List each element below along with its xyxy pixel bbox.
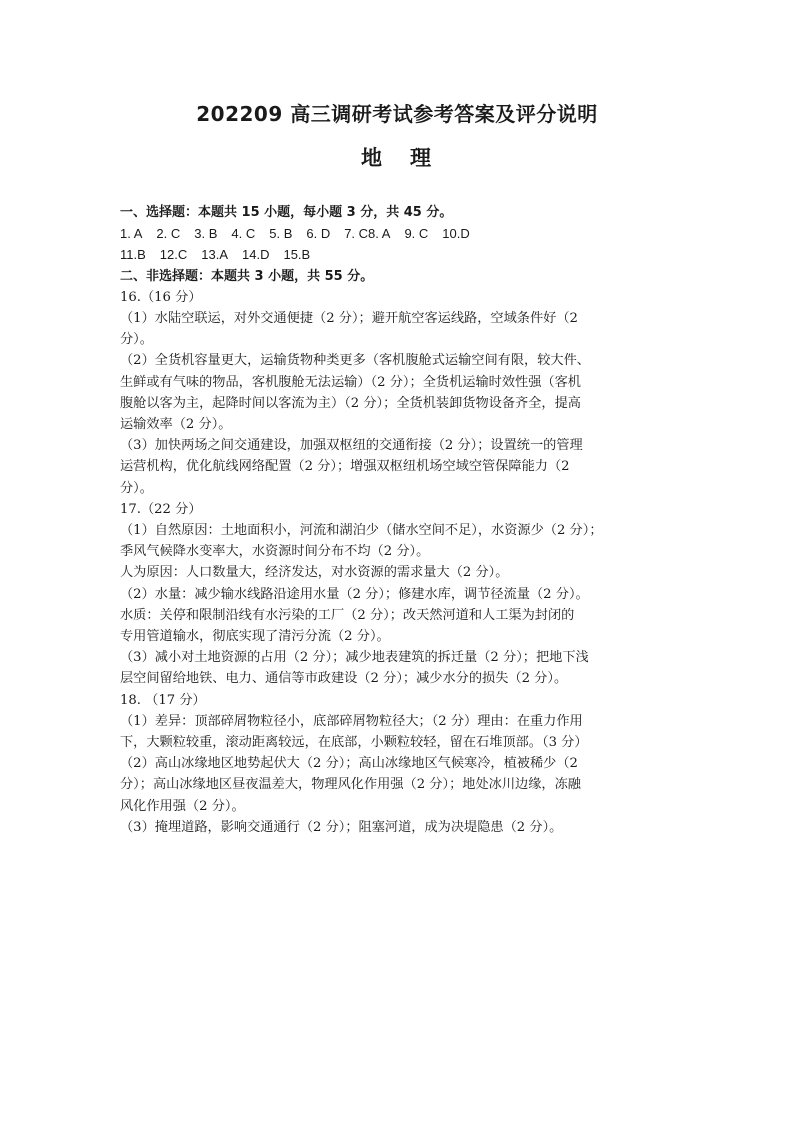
- section-2-heading: 二、非选择题：本题共 3 小题，共 55 分。: [120, 268, 374, 284]
- text-line: （1）差异：顶部碎屑物粒径小，底部碎屑物粒径大；（2 分）理由：在重力作用: [120, 713, 583, 729]
- text-line: 生鲜或有气味的物品，客机腹舱无法运输）（2 分）；全货机运输时效性强（客机: [120, 374, 581, 390]
- answer-item: 15.B: [283, 247, 311, 263]
- answers-row-1: [120, 223, 686, 244]
- answers-row-2: [120, 244, 686, 265]
- text-line: 分）。: [120, 332, 153, 348]
- text-line: 人为原因：人口数量大，经济发达，对水资源的需求量大（2 分）。: [120, 565, 509, 581]
- answer-item: 14.D: [242, 247, 270, 263]
- answer-item: 4. C: [231, 226, 256, 242]
- answer-item: 5. B: [269, 226, 293, 242]
- text-line: 层空间留给地铁、电力、通信等市政建设（2 分）；减少水分的损失（2 分）。: [120, 671, 568, 687]
- text-line: 18. （17 分）: [120, 692, 206, 708]
- text-line: 水质：关停和限制沿线有水污染的工厂（2 分）；改天然河道和人工渠为封闭的: [120, 607, 575, 623]
- text-line: 风化作用强（2 分）。: [120, 798, 245, 814]
- text-line: （1）水陆空联运，对外交通便捷（2 分）；避开航空客运线路，空域条件好（2: [120, 311, 578, 327]
- text-line: 腹舱以客为主，起降时间以客流为主）（2 分）；全货机装卸货物设备齐全，提高: [120, 395, 581, 411]
- text-line: （1）自然原因：土地面积小，河流和湖泊少（储水空间不足），水资源少（2 分）；: [120, 523, 603, 539]
- answer-item: 2. C: [156, 226, 181, 242]
- answer-item: 9. C: [404, 226, 429, 242]
- text-line: 季风气候降水变率大，水资源时间分布不均（2 分）。: [120, 544, 430, 560]
- text-line: 17.（22 分）: [120, 501, 202, 517]
- text-line: 分）；高山冰缘地区昼夜温差大，物理风化作用强（2 分）；地处冰川边缘，冻融: [120, 777, 581, 793]
- text-line: （3）掩埋道路，影响交通通行（2 分）；阻塞河道，成为决堤隐患（2 分）。: [120, 819, 563, 835]
- text-line: 分）。: [120, 480, 153, 496]
- answer-item: 3. B: [194, 226, 218, 242]
- text-line: （3）加快两场之间交通建设，加强双枢纽的交通衔接（2 分）；设置统一的管理: [120, 438, 583, 454]
- text-line: 16.（16 分）: [120, 289, 202, 305]
- answer-content: [120, 202, 686, 838]
- answer-item: 7. C8. A: [344, 226, 391, 242]
- answer-item: 1. A: [120, 226, 143, 242]
- answer-item: 10.D: [442, 226, 470, 242]
- answer-item: 6. D: [306, 226, 331, 242]
- text-line: 运营机构，优化航线网络配置（2 分）；增强双枢纽机场空域空管保障能力（2: [120, 459, 570, 475]
- section-1-heading: 一、选择题：本题共 15 小题，每小题 3 分，共 45 分。: [120, 205, 453, 220]
- document-title: 202209 高三调研考试参考答案及评分说明: [196, 102, 598, 126]
- text-line: （2）高山冰缘地区地势起伏大（2 分）；高山冰缘地区气候寒冷，植被稀少（2: [120, 756, 578, 772]
- subject-title: [0, 142, 794, 172]
- text-line: 运输效率（2 分）。: [120, 417, 232, 433]
- text-line: 专用管道输水，彻底实现了清污分流（2 分）。: [120, 629, 390, 645]
- answer-item: 11.B: [120, 247, 146, 263]
- text-line: （2）水量：减少输水线路沿途用水量（2 分）；修建水库，调节径流量（2 分）。: [120, 586, 589, 602]
- subject-char-1: 地: [361, 146, 384, 170]
- answer-item: 13.A: [201, 247, 228, 263]
- subject-char-2: 理: [410, 146, 433, 170]
- answer-item: 12.C: [159, 247, 188, 263]
- text-line: （2）全货机容量更大，运输货物种类更多（客机腹舱式运输空间有限，较大件、: [120, 353, 590, 369]
- text-line: （3）减小对土地资源的占用（2 分）；减少地表建筑的拆迁量（2 分）；把地下浅: [120, 650, 589, 666]
- text-line: 下，大颗粒较重，滚动距离较远，在底部，小颗粒较轻，留在石堆顶部。（3 分）: [120, 735, 588, 751]
